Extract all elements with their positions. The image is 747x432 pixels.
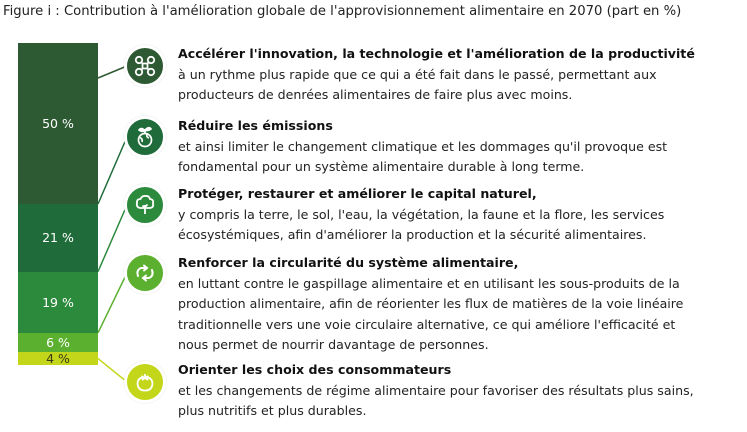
item-heading: Réduire les émissions (178, 118, 333, 133)
item-nature (178, 184, 743, 246)
connector-circularity (98, 273, 127, 333)
connector-emissions (98, 137, 127, 204)
item-body-line: producteurs de denrées alimentaires de faire plus avec moins. (178, 87, 573, 102)
item-body-line: écosystémiques, afin d'améliorer la production et la sécurité alimentaires. (178, 227, 647, 242)
bar-label-consumers: 4 % (46, 351, 70, 367)
item-body-line: et les changements de régime alimentaire pour favoriser des résultats plus sains, (178, 382, 694, 398)
recycle-arrows-icon (133, 261, 157, 285)
item-body-line: et ainsi limiter le changement climatique et les dommages qu'il provoque est (178, 138, 668, 154)
item-innovation (178, 44, 743, 106)
item-body-line: fondamental pour un système alimentaire durable à long terme. (178, 159, 585, 174)
icon-circle-emissions (124, 116, 166, 158)
item-heading: Accélérer l'innovation, la technologie et l'amélioration de la productivité (178, 46, 695, 61)
figure-title: Figure i : Contribution à l'amélioration globale de l'approvisionnement alimentaire en 2070 (part en %) (3, 4, 682, 19)
connector-nature (98, 205, 127, 272)
bar-label-circularity: 6 % (46, 334, 70, 350)
item-body-line: production alimentaire, afin de réorienter les flux de matières de la voie linéaire (178, 296, 684, 311)
icon-circle-nature (124, 184, 166, 226)
item-heading: Orienter les choix des consommateurs (178, 362, 452, 377)
item-body-line: y compris la terre, le sol, l'eau, la végétation, la faune et la flore, les services (178, 206, 665, 222)
bar-label-nature: 19 % (42, 294, 74, 310)
icon-circle-innovation (124, 45, 166, 87)
tomato-icon (133, 370, 157, 394)
item-body-line: traditionnelle vers une voie circulaire alternative, ce qui améliore l'efficacité et (178, 316, 676, 332)
item-body-line: plus nutritifs et plus durables. (178, 403, 367, 418)
item-circularity (178, 253, 743, 356)
item-body-line: à un rythme plus rapide que ce qui a été fait dans le passé, permettant aux (178, 66, 657, 82)
item-consumers (178, 360, 743, 422)
bar-label-emissions: 21 % (42, 230, 74, 246)
item-body-line: nous permet de nourrir davantage de personnes. (178, 337, 489, 352)
item-heading: Protéger, restaurer et améliorer le capital naturel, (178, 186, 537, 201)
item-body-line: en luttant contre le gaspillage alimentaire et en utilisant les sous-produits de la (178, 275, 680, 291)
globe-sprout-icon (133, 125, 157, 149)
icon-circle-circularity (124, 252, 166, 294)
item-heading: Renforcer la circularité du système alimentaire, (178, 255, 519, 270)
tree-icon (133, 193, 157, 217)
bar-label-innovation: 50 % (42, 116, 74, 131)
item-emissions (178, 116, 743, 178)
drone-icon (133, 54, 157, 78)
icon-circle-consumers (124, 361, 166, 403)
connector-innovation (98, 66, 127, 78)
connector-consumers (98, 359, 127, 382)
